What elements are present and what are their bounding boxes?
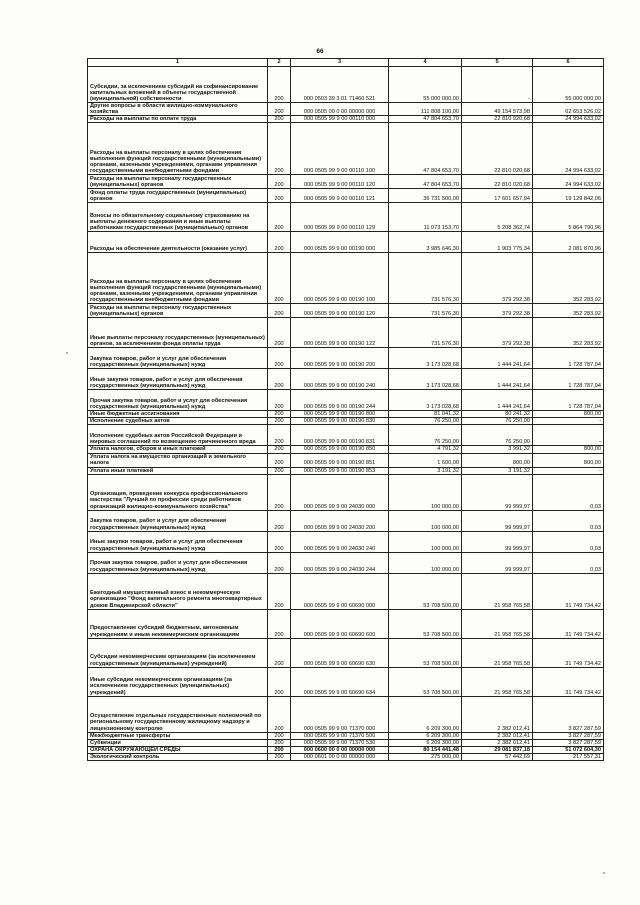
row-name-cell: Ежегодный имущественный взнос в некоммерческую организацию "Фонд капитального ремонта многоквартирных домов Владимирской области" [88, 573, 268, 609]
approved-amount-cell: 81 041,32 [389, 411, 462, 418]
row-name-cell: Прочая закупка товаров, работ и услуг для обеспечения государственных (муниципальных) нужд [88, 552, 268, 573]
unexecuted-amount-cell: 0,03 [533, 552, 604, 573]
approved-amount-cell: 100 000,00 [389, 531, 462, 552]
budget-code-cell: 000 0505 99 9 00 60690 630 [291, 638, 389, 667]
admin-code-cell: 200 [268, 189, 291, 203]
executed-amount-cell: 2 382 012,41 [462, 739, 533, 746]
approved-amount-cell: 4 791,32 [389, 446, 462, 453]
table-row [88, 753, 604, 760]
executed-amount-cell: 5 208 362,74 [462, 203, 533, 232]
unexecuted-amount-cell: 1 728 787,04 [533, 390, 604, 411]
table-row [88, 425, 604, 446]
approved-amount-cell: 47 804 653,70 [389, 123, 462, 175]
row-name-cell: Экологический контроль [88, 753, 268, 760]
unexecuted-amount-cell: 800,00 [533, 411, 604, 418]
executed-amount-cell: 76 250,00 [462, 418, 533, 425]
scan-speck [66, 352, 68, 354]
table-row [88, 510, 604, 531]
row-name-cell: Межбюджетные трансферты [88, 732, 268, 739]
table-row [88, 232, 604, 253]
admin-code-cell: 200 [268, 116, 291, 123]
row-name-cell: Предоставление субсидий бюджетным, автономным учреждениям и иным некоммерческим организациям [88, 609, 268, 638]
table-row [88, 609, 604, 638]
admin-code-cell: 200 [268, 732, 291, 739]
executed-amount-cell: 29 081 837,18 [462, 746, 533, 753]
scan-speck [603, 872, 605, 874]
admin-code-cell: 200 [268, 531, 291, 552]
budget-code-cell: 000 0505 99 9 00 71370 000 [291, 696, 389, 732]
table-row [88, 123, 604, 175]
unexecuted-amount-cell: 800,00 [533, 453, 604, 467]
budget-code-cell: 000 0505 99 9 00 71370 530 [291, 739, 389, 746]
table-row [88, 418, 604, 425]
budget-code-cell: 000 0505 99 9 00 24030 000 [291, 474, 389, 510]
admin-code-cell: 200 [268, 552, 291, 573]
table-row [88, 552, 604, 573]
column-header: 6 [533, 59, 604, 67]
admin-code-cell: 200 [268, 453, 291, 467]
approved-amount-cell: 6 209 300,00 [389, 696, 462, 732]
budget-code-cell: 000 0505 99 9 00 00190 853 [291, 467, 389, 474]
page-number: 66 [316, 48, 324, 55]
row-name-cell: Иные субсидии некоммерческим организациям (за исключением государственных (муниципальных) учреждений) [88, 667, 268, 696]
approved-amount-cell: 3 173 028,68 [389, 348, 462, 369]
budget-code-cell: 000 0503 39 3 01 71460 521 [291, 67, 389, 103]
unexecuted-amount-cell: 24 994 633,02 [533, 116, 604, 123]
budget-code-cell: 000 0505 99 9 00 00190 200 [291, 348, 389, 369]
admin-code-cell: 200 [268, 609, 291, 638]
approved-amount-cell: 731 576,30 [389, 253, 462, 304]
executed-amount-cell: 22 810 020,68 [462, 175, 533, 189]
row-name-cell: Взносы по обязательному социальному страхованию на выплаты денежного содержания и иные выплаты работникам государственных (муниципальных) органов [88, 203, 268, 232]
unexecuted-amount-cell: 31 749 734,42 [533, 573, 604, 609]
table-row [88, 304, 604, 318]
budget-code-cell: 000 0505 99 9 00 00190 000 [291, 232, 389, 253]
unexecuted-amount-cell: 1 728 787,04 [533, 369, 604, 390]
executed-amount-cell: 17 601 657,94 [462, 189, 533, 203]
row-name-cell: Субвенции [88, 739, 268, 746]
table-row [88, 732, 604, 739]
unexecuted-amount-cell: 352 283,92 [533, 253, 604, 304]
table-row [88, 474, 604, 510]
approved-amount-cell: 76 250,00 [389, 418, 462, 425]
executed-amount-cell: 1 903 775,34 [462, 232, 533, 253]
admin-code-cell: 200 [268, 696, 291, 732]
approved-amount-cell: 36 731 500,00 [389, 189, 462, 203]
row-name-cell: Иные закупки товаров, работ и услуг для обеспечения государственных (муниципальных) нужд [88, 531, 268, 552]
executed-amount-cell: 800,00 [462, 453, 533, 467]
row-name-cell: Расходы на выплаты персоналу государственных (муниципальных) органов [88, 175, 268, 189]
table-row [88, 739, 604, 746]
row-name-cell: Субсидии некоммерческим организациям (за исключением государственных (муниципальных) учреждений) [88, 638, 268, 667]
column-header: 2 [268, 59, 291, 67]
budget-code-cell: 000 0505 99 9 00 00190 122 [291, 318, 389, 348]
budget-code-cell: 000 0505 99 9 00 00110 121 [291, 189, 389, 203]
admin-code-cell: 200 [268, 638, 291, 667]
executed-amount-cell: 379 292,38 [462, 304, 533, 318]
row-name-cell: Организация, проведение конкурса профессионального мастерства "Лучший по профессии среди работников организаций жилищно-коммунального хозяйства" [88, 474, 268, 510]
column-header: 1 [88, 59, 268, 67]
admin-code-cell: 200 [268, 446, 291, 453]
admin-code-cell: 200 [268, 348, 291, 369]
approved-amount-cell: 53 708 500,00 [389, 638, 462, 667]
executed-amount-cell: - [462, 67, 533, 103]
approved-amount-cell: 1 600,00 [389, 453, 462, 467]
table-row [88, 696, 604, 732]
table-row [88, 318, 604, 348]
approved-amount-cell: 731 576,30 [389, 304, 462, 318]
budget-code-cell: 000 0505 99 9 00 00190 851 [291, 453, 389, 467]
executed-amount-cell: 21 958 765,58 [462, 667, 533, 696]
unexecuted-amount-cell: 5 864 790,96 [533, 203, 604, 232]
approved-amount-cell: 111 808 100,00 [389, 103, 462, 116]
row-name-cell: Исполнение судебных актов [88, 418, 268, 425]
table-row [88, 531, 604, 552]
admin-code-cell: 200 [268, 753, 291, 760]
admin-code-cell: 200 [268, 573, 291, 609]
admin-code-cell: 200 [268, 318, 291, 348]
unexecuted-amount-cell: 24 994 633,02 [533, 175, 604, 189]
executed-amount-cell: 3 191,32 [462, 467, 533, 474]
admin-code-cell: 200 [268, 175, 291, 189]
admin-code-cell: 200 [268, 411, 291, 418]
approved-amount-cell: 11 073 153,70 [389, 203, 462, 232]
table-row [88, 467, 604, 474]
table-row [88, 175, 604, 189]
table-row [88, 369, 604, 390]
approved-amount-cell: 47 804 653,70 [389, 116, 462, 123]
budget-code-cell: 000 0505 99 9 00 71370 500 [291, 732, 389, 739]
executed-amount-cell: 99 999,97 [462, 552, 533, 573]
budget-code-cell: 000 0505 99 9 00 00110 000 [291, 116, 389, 123]
unexecuted-amount-cell: - [533, 418, 604, 425]
unexecuted-amount-cell: 3 827 287,59 [533, 739, 604, 746]
column-header: 4 [389, 59, 462, 67]
row-name-cell: Осуществление отдельных государственных полномочий по региональному государственному жилищному надзору и лицензионному контролю [88, 696, 268, 732]
budget-code-cell: 000 0601 00 0 00 00000 000 [291, 753, 389, 760]
executed-amount-cell: 1 444 241,64 [462, 369, 533, 390]
approved-amount-cell: 731 576,30 [389, 318, 462, 348]
unexecuted-amount-cell: 352 283,92 [533, 304, 604, 318]
budget-code-cell: 000 0505 99 9 00 00110 100 [291, 123, 389, 175]
budget-execution-table [87, 58, 604, 761]
admin-code-cell: 200 [268, 304, 291, 318]
executed-amount-cell: 57 442,69 [462, 753, 533, 760]
admin-code-cell: 200 [268, 203, 291, 232]
budget-code-cell: 000 0505 99 9 00 00190 244 [291, 390, 389, 411]
approved-amount-cell: 76 250,00 [389, 425, 462, 446]
table-row [88, 390, 604, 411]
row-name-cell: Расходы на выплаты по оплате труда [88, 116, 268, 123]
unexecuted-amount-cell: 19 129 842,06 [533, 189, 604, 203]
unexecuted-amount-cell: 31 749 734,42 [533, 609, 604, 638]
admin-code-cell: 200 [268, 232, 291, 253]
executed-amount-cell: 1 444 241,64 [462, 348, 533, 369]
budget-code-cell: 000 0505 99 9 00 60690 600 [291, 609, 389, 638]
admin-code-cell: 200 [268, 418, 291, 425]
unexecuted-amount-cell: 31 749 734,42 [533, 667, 604, 696]
unexecuted-amount-cell: 2 081 870,96 [533, 232, 604, 253]
budget-code-cell: 000 0505 99 9 00 00190 850 [291, 446, 389, 453]
unexecuted-amount-cell: 55 000 000,00 [533, 67, 604, 103]
admin-code-cell: 200 [268, 369, 291, 390]
unexecuted-amount-cell: 0,03 [533, 531, 604, 552]
row-name-cell: Закупка товаров, работ и услуг для обеспечения государственных (муниципальных) нужд [88, 348, 268, 369]
column-header: 5 [462, 59, 533, 67]
row-name-cell: Субсидии, за исключением субсидий на софинансирование капитальных вложений в объекты государственной (муниципальной) собственности [88, 67, 268, 103]
budget-code-cell: 000 0505 99 9 00 24030 240 [291, 531, 389, 552]
executed-amount-cell: 3 991,32 [462, 446, 533, 453]
executed-amount-cell: 379 292,38 [462, 318, 533, 348]
approved-amount-cell: 53 708 500,00 [389, 667, 462, 696]
budget-code-cell: 000 0505 99 9 00 00190 800 [291, 411, 389, 418]
budget-code-cell: 000 0505 99 9 00 24030 200 [291, 510, 389, 531]
approved-amount-cell: 53 708 500,00 [389, 573, 462, 609]
executed-amount-cell: 76 250,00 [462, 425, 533, 446]
admin-code-cell: 200 [268, 739, 291, 746]
row-name-cell: Прочая закупка товаров, работ и услуг для обеспечения государственных (муниципальных) нужд [88, 390, 268, 411]
row-name-cell: Другие вопросы в области жилищно-коммунального хозяйства [88, 103, 268, 116]
budget-code-cell: 000 0505 99 9 00 00190 830 [291, 418, 389, 425]
budget-code-cell: 000 0505 99 9 00 00190 100 [291, 253, 389, 304]
approved-amount-cell: 47 804 653,70 [389, 175, 462, 189]
row-name-cell: Расходы на выплаты персоналу в целях обеспечения выполнения функций государственными (муниципальными) органами, казенными учреждениями, органами управления государственными внебюджетными фондами [88, 253, 268, 304]
row-name-cell: Уплата налога на имущество организаций и земельного налога [88, 453, 268, 467]
table-row [88, 411, 604, 418]
budget-code-cell: 000 0505 99 9 00 00190 240 [291, 369, 389, 390]
approved-amount-cell: 100 000,00 [389, 510, 462, 531]
admin-code-cell: 200 [268, 390, 291, 411]
executed-amount-cell: 49 154 573,98 [462, 103, 533, 116]
executed-amount-cell: 99 999,97 [462, 531, 533, 552]
executed-amount-cell: 21 958 765,58 [462, 609, 533, 638]
table-row [88, 116, 604, 123]
admin-code-cell: 200 [268, 103, 291, 116]
executed-amount-cell: 22 810 020,68 [462, 123, 533, 175]
row-name-cell: Исполнение судебных актов Российской Федерации и мировых соглашений по возмещению причиненного вреда [88, 425, 268, 446]
approved-amount-cell: 55 000 000,00 [389, 67, 462, 103]
admin-code-cell: 200 [268, 510, 291, 531]
approved-amount-cell: 3 191,32 [389, 467, 462, 474]
budget-code-cell: 000 0505 99 9 00 60690 634 [291, 667, 389, 696]
row-name-cell: ОХРАНА ОКРУЖАЮЩЕЙ СРЕДЫ [88, 746, 268, 753]
table-row [88, 667, 604, 696]
unexecuted-amount-cell: 62 653 526,02 [533, 103, 604, 116]
table-row [88, 573, 604, 609]
approved-amount-cell: 80 154 441,48 [389, 746, 462, 753]
row-name-cell: Иные бюджетные ассигнования [88, 411, 268, 418]
executed-amount-cell: 80 241,32 [462, 411, 533, 418]
admin-code-cell: 200 [268, 667, 291, 696]
unexecuted-amount-cell: - [533, 425, 604, 446]
row-name-cell: Расходы на выплаты персоналу в целях обеспечения выполнения функций государственными (муниципальными) органами, казенными учреждениями, органами управления государственными внебюджетными фондами [88, 123, 268, 175]
executed-amount-cell: 21 958 765,58 [462, 638, 533, 667]
executed-amount-cell: 2 382 012,41 [462, 696, 533, 732]
admin-code-cell: 200 [268, 67, 291, 103]
row-name-cell: Расходы на выплаты персоналу государственных (муниципальных) органов [88, 304, 268, 318]
row-name-cell: Иные выплаты персоналу государственных (муниципальных) органов, за исключением фонда оплаты труда [88, 318, 268, 348]
unexecuted-amount-cell: 1 728 787,04 [533, 348, 604, 369]
unexecuted-amount-cell: 3 827 287,59 [533, 732, 604, 739]
unexecuted-amount-cell: 24 994 633,02 [533, 123, 604, 175]
unexecuted-amount-cell: - [533, 467, 604, 474]
unexecuted-amount-cell: 0,03 [533, 474, 604, 510]
approved-amount-cell: 53 708 500,00 [389, 609, 462, 638]
column-header: 3 [291, 59, 389, 67]
admin-code-cell: 200 [268, 474, 291, 510]
budget-code-cell: 000 0505 99 9 00 00190 831 [291, 425, 389, 446]
table-row [88, 253, 604, 304]
approved-amount-cell: 6 209 300,00 [389, 732, 462, 739]
executed-amount-cell: 99 999,97 [462, 474, 533, 510]
row-name-cell: Фонд оплаты труда государственных (муниципальных) органов [88, 189, 268, 203]
unexecuted-amount-cell: 51 072 604,30 [533, 746, 604, 753]
admin-code-cell: 200 [268, 253, 291, 304]
executed-amount-cell: 379 292,38 [462, 253, 533, 304]
approved-amount-cell: 100 000,00 [389, 552, 462, 573]
approved-amount-cell: 6 209 300,00 [389, 739, 462, 746]
row-name-cell: Закупка товаров, работ и услуг для обеспечения государственных (муниципальных) нужд [88, 510, 268, 531]
table-row [88, 453, 604, 467]
unexecuted-amount-cell: 217 557,31 [533, 753, 604, 760]
table-row [88, 189, 604, 203]
table-row [88, 203, 604, 232]
unexecuted-amount-cell: 3 827 287,59 [533, 696, 604, 732]
executed-amount-cell: 2 382 012,41 [462, 732, 533, 739]
executed-amount-cell: 1 444 241,64 [462, 390, 533, 411]
approved-amount-cell: 3 985 646,30 [389, 232, 462, 253]
admin-code-cell: 200 [268, 123, 291, 175]
unexecuted-amount-cell: 352 283,92 [533, 318, 604, 348]
executed-amount-cell: 22 810 020,68 [462, 116, 533, 123]
row-name-cell: Уплата налогов, сборов и иных платежей [88, 446, 268, 453]
admin-code-cell: 200 [268, 425, 291, 446]
admin-code-cell: 200 [268, 467, 291, 474]
row-name-cell: Иные закупки товаров, работ и услуг для обеспечения государственных (муниципальных) нужд [88, 369, 268, 390]
unexecuted-amount-cell: 31 749 734,42 [533, 638, 604, 667]
budget-code-cell: 000 0505 99 9 00 24030 244 [291, 552, 389, 573]
approved-amount-cell: 275 000,00 [389, 753, 462, 760]
unexecuted-amount-cell: 0,03 [533, 510, 604, 531]
budget-code-cell: 000 0505 99 9 00 00190 120 [291, 304, 389, 318]
approved-amount-cell: 3 173 028,68 [389, 369, 462, 390]
header-row [88, 59, 604, 67]
executed-amount-cell: 99 999,97 [462, 510, 533, 531]
admin-code-cell: 200 [268, 746, 291, 753]
budget-code-cell: 000 0505 99 9 00 00110 120 [291, 175, 389, 189]
table-row [88, 638, 604, 667]
row-name-cell: Расходы на обеспечение деятельности (оказание услуг) [88, 232, 268, 253]
approved-amount-cell: 3 173 028,68 [389, 390, 462, 411]
table-row [88, 746, 604, 753]
budget-code-cell: 000 0505 99 9 00 60690 000 [291, 573, 389, 609]
table-row [88, 446, 604, 453]
budget-code-cell: 000 0505 99 9 00 00110 129 [291, 203, 389, 232]
table-row [88, 103, 604, 116]
row-name-cell: Уплата иных платежей [88, 467, 268, 474]
unexecuted-amount-cell: 800,00 [533, 446, 604, 453]
approved-amount-cell: 100 000,00 [389, 474, 462, 510]
executed-amount-cell: 21 958 765,58 [462, 573, 533, 609]
budget-code-cell: 000 0600 00 0 00 00000 000 [291, 746, 389, 753]
table-row [88, 348, 604, 369]
budget-code-cell: 000 0505 00 0 00 00000 000 [291, 103, 389, 116]
table-row [88, 67, 604, 103]
